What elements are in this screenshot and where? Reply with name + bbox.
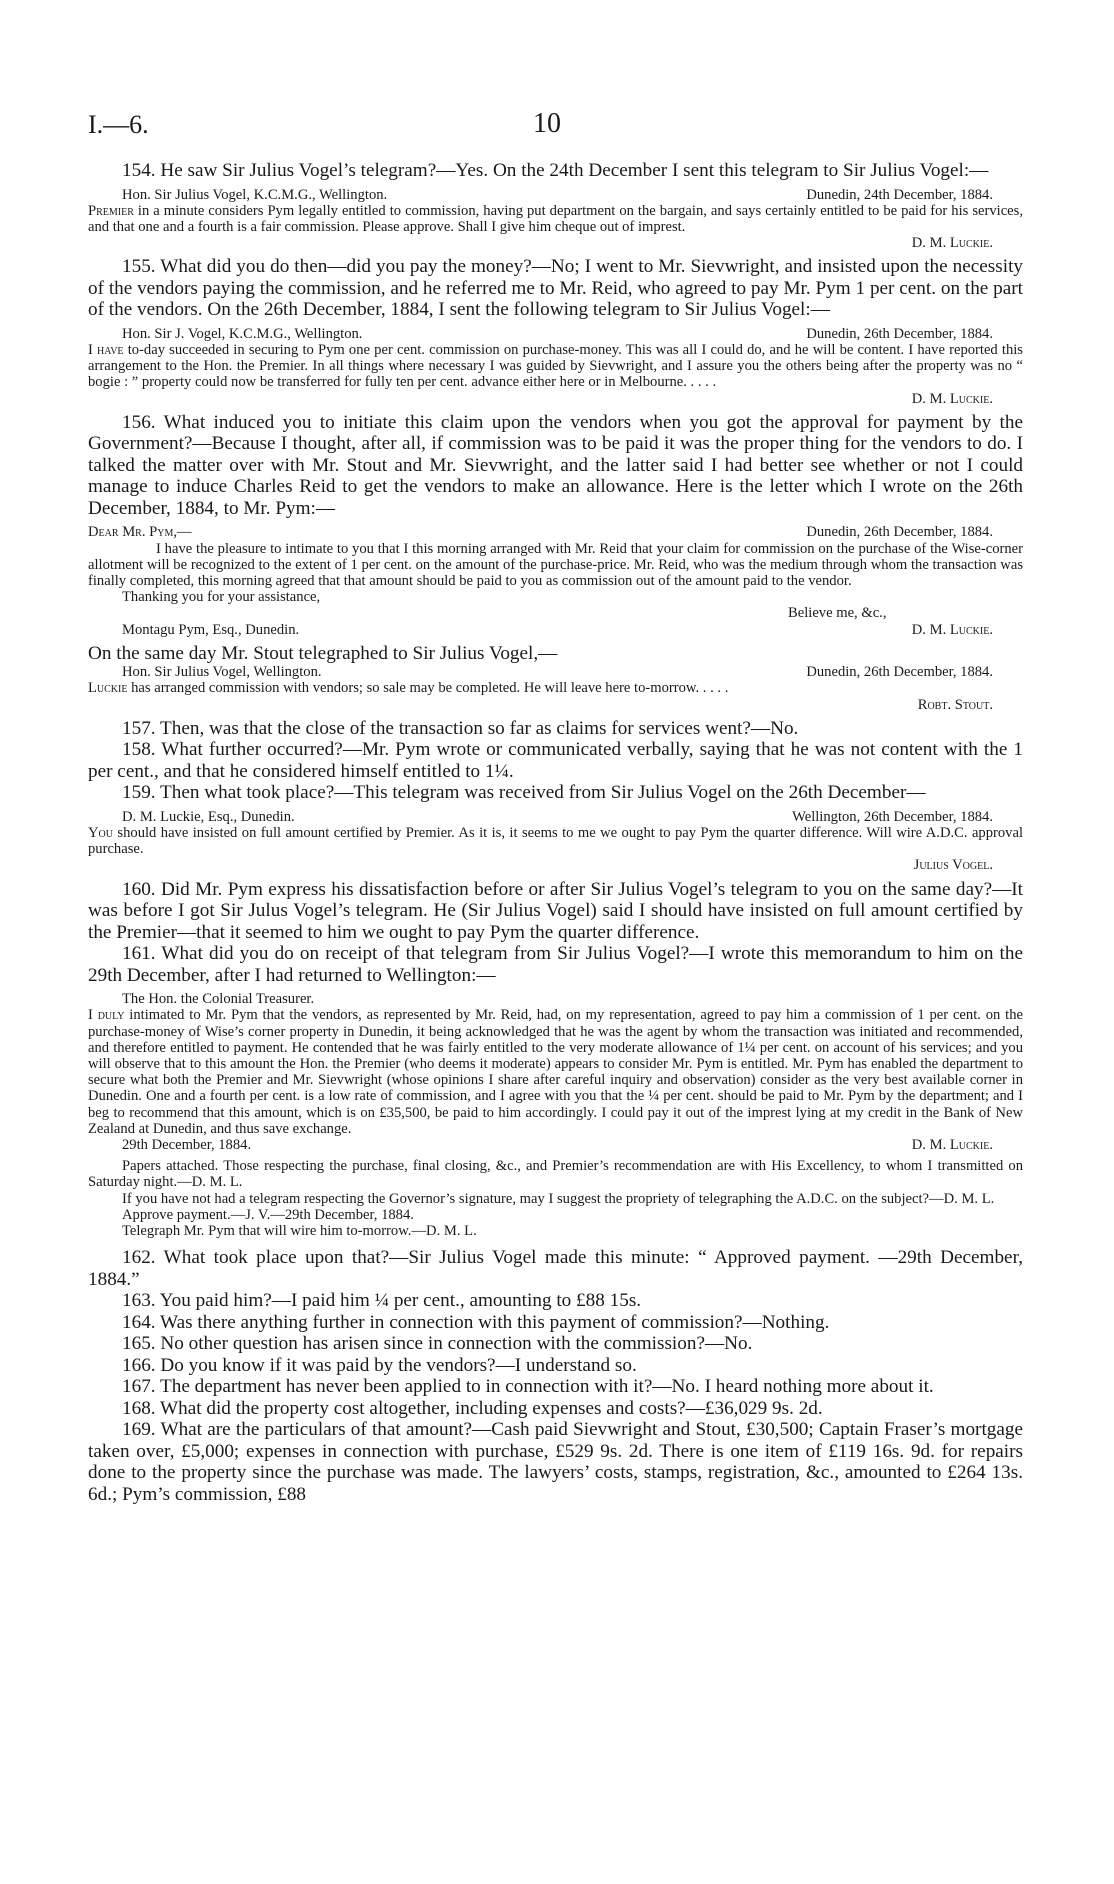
question-164: 164. Was there anything further in connection with this payment of commission?—Nothing. — [122, 1311, 830, 1333]
telegram-3-lead: Luckie — [88, 680, 128, 697]
question-158: 158. What further occurred?—Mr. Pym wrote or communicated verbally, saying that he was not content with the 1 per cent., and that he considered himself entitled to 1¼. — [88, 739, 1023, 782]
question-154: 154. He saw Sir Julius Vogel’s telegram?—Yes. On the 24th December I sent this telegram to Sir Julius Vogel:— — [122, 160, 989, 181]
same-day-line: On the same day Mr. Stout telegraphed to Sir Julius Vogel,— — [88, 642, 558, 664]
letter-signature: D. M. Luckie. — [911, 621, 993, 638]
question-167: 167. The department has never been applied to in connection with it?—No. I heard nothing more about it. — [122, 1376, 934, 1398]
telegram-1-text: in a minute considers Pym legally entitled to commission, having put department on the bargain, and says certainly entitled to be paid for his services, and that one and a fourth is a fair commission. Please approve. Shall I give him cheque out of imprest. — [88, 202, 1023, 235]
telegram-4-body — [88, 825, 1023, 857]
telegram-3-text: has arranged commission with vendors; so sale may be completed. He will leave here to-morrow. . . . . — [127, 680, 729, 697]
letter-body: I have the pleasure to intimate to you that I this morning arranged with Mr. Reid that your claim for commission on the purchase of the Wise-corner allotment will be recognized to the extent of 1 per cent. on the amount of the purchase-price. Mr. Reid, who was the medium through whom the transaction was finally completed, this morning agreed that that amount should be paid to you as commission out of the amount paid to the vendor. — [88, 540, 1023, 589]
memo-note-2: If you have not had a telegram respecting the Governor’s signature, may I suggest the propriety of telegraphing the A.D.C. on the subject?—D. M. L. — [122, 1190, 995, 1207]
letter-close: Believe me, &c., — [788, 605, 887, 622]
letter-salutation: Dear Mr. Pym,— — [88, 524, 192, 541]
letter-thanks: Thanking you for your assistance, — [122, 589, 321, 606]
question-162: 162. What took place upon that?—Sir Julius Vogel made this minute: “ Approved payment. —29th December, 1884.” — [88, 1247, 1023, 1290]
telegram-1-signature: D. M. Luckie. — [911, 235, 993, 252]
telegram-4-lead: You — [88, 825, 113, 842]
memo-lead: I duly — [88, 1007, 125, 1024]
telegram-4-to: D. M. Luckie, Esq., Dunedin. — [122, 808, 295, 825]
telegram-3-to: Hon. Sir Julius Vogel, Wellington. — [122, 664, 322, 681]
memo-note-1: Papers attached. Those respecting the purchase, final closing, &c., and Premier’s recommendation are with His Excellency, to whom I transmitted on Saturday night.—D. M. L. — [88, 1158, 1023, 1191]
telegram-3-date: Dunedin, 26th December, 1884. — [806, 664, 993, 681]
page-header — [88, 0, 1023, 139]
question-159: 159. Then what took place?—This telegram was received from Sir Julius Vogel on the 26th December— — [122, 782, 926, 804]
telegram-4-header — [88, 809, 1023, 825]
memo-addressee: The Hon. the Colonial Treasurer. — [122, 991, 315, 1008]
question-161: 161. What did you do on receipt of that telegram from Sir Julius Vogel?—I wrote this memorandum to him on the 29th December, after I had returned to Wellington:— — [88, 943, 1023, 986]
telegram-1-date: Dunedin, 24th December, 1884. — [806, 186, 993, 203]
question-160: 160. Did Mr. Pym express his dissatisfaction before or after Sir Julius Vogel’s telegram to you on the same day?—It was before I got Sir Julus Vogel’s telegram. He (Sir Julius Vogel) said I should have insisted on full amount certified by the Premier—that it seemed to him we ought to pay Pym the quarter difference. — [88, 878, 1023, 943]
telegram-2-header — [88, 326, 1023, 342]
telegram-2-text: to-day succeeded in securing to Pym one per cent. commission on purchase-money. This was all I could do, and he will be content. I have reported this arrangement to the Hon. the Premier. In all things where necessary I was guided by Sievwright, and I assure you the others being after the property was no “ bogie : ” property could now be transferred for fully ten per cent. advance either here or in Melbourne. . . . . — [88, 342, 1023, 391]
letter-date: Dunedin, 26th December, 1884. — [806, 524, 993, 541]
telegram-2-signature: D. M. Luckie. — [911, 390, 993, 407]
question-163: 163. You paid him?—I paid him ¼ per cent., amounting to £88 15s. — [122, 1290, 642, 1312]
letter-addressee: Montagu Pym, Esq., Dunedin. — [122, 621, 300, 638]
telegram-2-body — [88, 342, 1023, 391]
question-169: 169. What are the particulars of that amount?—Cash paid Sievwright and Stout, £30,500; Captain Fraser’s mortgage taken over, £5,000; expenses in connection with purchase, £529 9s. 2d. There is one item of £119 16s. 9d. for repairs done to the property since the purchase was made. The lawyers’ costs, stamps, registration, &c., amounted to £264 13s. 6d.; Pym’s commission, £88 — [88, 1419, 1023, 1505]
memo-footer — [88, 1137, 1023, 1153]
memo-note-4: Telegraph Mr. Pym that will wire him to-morrow.—D. M. L. — [122, 1223, 477, 1240]
paper-reference: I.—6. — [88, 110, 149, 139]
question-168: 168. What did the property cost altogether, including expenses and costs?—£36,029 9s. 2d. — [122, 1397, 823, 1419]
telegram-4-signature: Julius Vogel. — [913, 857, 993, 874]
telegram-3-header — [88, 664, 1023, 680]
telegram-1-body — [88, 203, 1023, 235]
telegram-1-header — [88, 187, 1023, 203]
telegram-1-to: Hon. Sir Julius Vogel, K.C.M.G., Wellington. — [122, 186, 388, 203]
telegram-4-text: should have insisted on full amount certified by Premier. As it is, it seems to me we ought to pay Pym the quarter difference. Will wire A.D.C. approval purchase. — [88, 825, 1023, 858]
document-page — [88, 0, 1023, 1505]
question-156: 156. What induced you to initiate this claim upon the vendors when you got the approval for payment by the Government?—Because I thought, after all, if commission was to be paid it was the proper thing for the vendors to do. I talked the matter over with Mr. Stout and Mr. Sievwright, and the latter said I had better see whether or not I could manage to induce Charles Reid to get the vendors to make an allowance. Here is the letter which I wrote on the 26th December, 1884, to Mr. Pym:— — [88, 411, 1023, 519]
telegram-3-body — [88, 680, 1023, 696]
letter-header — [88, 524, 1023, 540]
telegram-4-date: Wellington, 26th December, 1884. — [792, 808, 993, 825]
telegram-2-lead: I have — [88, 342, 124, 359]
telegram-2-date: Dunedin, 26th December, 1884. — [806, 325, 993, 342]
memo-text: intimated to Mr. Pym that the vendors, as represented by Mr. Reid, had, on my representation, agreed to pay him a commission of 1 per cent. on the purchase-money of Wise’s corner property in Dunedin, it being acknowledged that he was the agent by whom the transaction was initiated and recommended, and therefore entitled to payment. He contended that he was fairly entitled to the very moderate allowance of 1¼ per cent. on account of his services; and you will observe that to this amount the Hon. the Premier (who deems it moderate) appears to consider Mr. Pym is entitled. Mr. Pym has enabled the department to secure what both the Premier and Mr. Sievwright (whose opinions I share after careful inquiry and observation) consider as the very best available corner in Dunedin. One and a fourth per cent. is a low rate of commission, and I agree with you that the ¼ per cent. should be paid to Mr. Pym by the department; and I beg to recommend that this amount, which is on £35,500, be paid to him accordingly. I could pay it out of the imprest lying at my credit in the Bank of New Zealand at Dunedin, and thus save exchange. — [88, 1007, 1023, 1137]
document-body — [88, 160, 1023, 1505]
page-number: 10 — [533, 108, 561, 139]
question-157: 157. Then, was that the close of the transaction so far as claims for services went?—No. — [122, 717, 799, 739]
memo-date: 29th December, 1884. — [122, 1137, 252, 1153]
memo-note-3: Approve payment.—J. V.—29th December, 1884. — [122, 1206, 414, 1223]
question-165: 165. No other question has arisen since in connection with the commission?—No. — [122, 1333, 753, 1355]
question-166: 166. Do you know if it was paid by the vendors?—I understand so. — [122, 1354, 637, 1376]
question-155: 155. What did you do then—did you pay the money?—No; I went to Mr. Sievwright, and insisted upon the necessity of the vendors paying the commission, and he referred me to Mr. Reid, who agreed to pay Mr. Pym 1 per cent. on the part of the vendors. On the 26th December, 1884, I sent the following telegram to Sir Julius Vogel:— — [88, 256, 1023, 321]
memo-signature: D. M. Luckie. — [911, 1137, 993, 1153]
telegram-3-signature: Robt. Stout. — [917, 696, 993, 713]
letter-footer — [88, 622, 1023, 638]
telegram-2-to: Hon. Sir J. Vogel, K.C.M.G., Wellington. — [122, 325, 363, 342]
telegram-1-lead: Premier — [88, 202, 134, 219]
memo-body — [88, 1007, 1023, 1137]
